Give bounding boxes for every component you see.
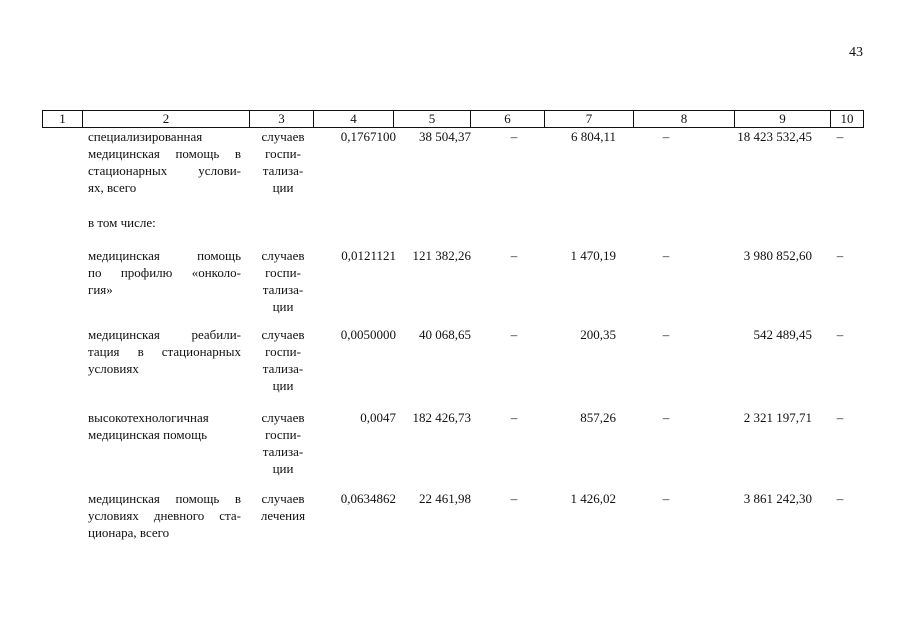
row-description: [88, 326, 241, 377]
row-description: в том числе:: [88, 215, 156, 230]
description-line: медицинская помощь в: [88, 146, 241, 161]
row-description: [88, 128, 241, 196]
cell-col8: –: [662, 491, 670, 506]
unit-line: случаев: [261, 410, 305, 425]
unit-line: госпи-: [265, 146, 301, 161]
row-description: [88, 409, 241, 443]
description-line: медицинская помощь: [88, 427, 208, 442]
column-number: 7: [545, 111, 634, 128]
unit-line: ции: [272, 461, 294, 476]
cell-col8: –: [662, 327, 670, 342]
cell-norm: 0,0121121: [341, 248, 396, 263]
row-description: [88, 247, 241, 298]
cell-col10: –: [836, 129, 844, 144]
unit-line: тализа-: [262, 282, 304, 297]
unit-line: госпи-: [265, 427, 301, 442]
column-number: 4: [314, 111, 394, 128]
unit-line: ции: [272, 378, 294, 393]
cell-norm: 0,0050000: [340, 327, 396, 342]
cell-norm: 0,0634862: [340, 491, 396, 506]
cell-cost: 121 382,26: [412, 248, 471, 263]
page-number: 43: [849, 45, 863, 60]
cell-col7: 1 426,02: [570, 491, 616, 506]
cell-col8: –: [662, 129, 670, 144]
cell-col6: –: [510, 129, 518, 144]
column-number: 8: [634, 111, 735, 128]
cell-norm: 0,0047: [360, 410, 396, 425]
description-line: медицинская помощь: [88, 248, 241, 263]
row-unit: [249, 326, 317, 394]
description-line: по профилю «онколо-: [88, 265, 241, 280]
cell-col9: 18 423 532,45: [737, 129, 812, 144]
column-number: 6: [471, 111, 545, 128]
cell-col7: 6 804,11: [570, 129, 616, 144]
description-line: условиях дневного ста-: [88, 508, 241, 523]
cell-col9: 3 861 242,30: [743, 491, 812, 506]
cell-col10: –: [836, 248, 844, 263]
row-unit: [249, 247, 317, 315]
row-description: [88, 490, 241, 541]
cell-col10: –: [836, 410, 844, 425]
description-line: ях, всего: [88, 180, 137, 195]
cell-col6: –: [510, 327, 518, 342]
description-line: специализированная: [88, 129, 203, 144]
description-line: стационарных услови-: [88, 163, 241, 178]
cell-cost: 182 426,73: [412, 410, 471, 425]
column-number: 1: [43, 111, 83, 128]
cell-col9: 2 321 197,71: [743, 410, 812, 425]
description-line: высокотехнологичная: [88, 410, 209, 425]
column-number: 9: [735, 111, 831, 128]
cell-norm: 0,1767100: [340, 129, 396, 144]
cell-col6: –: [510, 491, 518, 506]
cell-col7: 1 470,19: [570, 248, 616, 263]
cell-col9: 542 489,45: [753, 327, 812, 342]
cell-col10: –: [836, 327, 844, 342]
column-number: 2: [83, 111, 250, 128]
unit-line: тализа-: [262, 444, 304, 459]
description-line: ционара, всего: [88, 525, 170, 540]
cell-col6: –: [510, 248, 518, 263]
unit-line: случаев: [261, 327, 305, 342]
cell-col10: –: [836, 491, 844, 506]
unit-line: лечения: [260, 508, 306, 523]
column-number: 5: [394, 111, 471, 128]
unit-line: случаев: [261, 129, 305, 144]
description-line: гия»: [88, 282, 113, 297]
row-unit: [249, 490, 317, 524]
cell-cost: 38 504,37: [419, 129, 471, 144]
row-unit: [249, 409, 317, 477]
cell-col6: –: [510, 410, 518, 425]
cell-col9: 3 980 852,60: [743, 248, 812, 263]
unit-line: случаев: [261, 491, 305, 506]
cell-col8: –: [662, 248, 670, 263]
description-line: медицинская помощь в: [88, 491, 241, 506]
unit-line: госпи-: [265, 265, 301, 280]
unit-line: ции: [272, 180, 294, 195]
unit-line: госпи-: [265, 344, 301, 359]
unit-line: ции: [272, 299, 294, 314]
cell-col8: –: [662, 410, 670, 425]
description-line: условиях: [88, 361, 139, 376]
unit-line: случаев: [261, 248, 305, 263]
description-line: тация в стационарных: [88, 344, 241, 359]
cell-cost: 22 461,98: [419, 491, 471, 506]
cell-col7: 200,35: [580, 327, 616, 342]
unit-line: тализа-: [262, 163, 304, 178]
unit-line: тализа-: [262, 361, 304, 376]
cell-cost: 40 068,65: [419, 327, 471, 342]
row-unit: [249, 128, 317, 196]
column-number-header: [42, 110, 864, 128]
cell-col7: 857,26: [580, 410, 616, 425]
description-line: медицинская реабили-: [88, 327, 241, 342]
column-number: 3: [250, 111, 314, 128]
column-number: 10: [831, 111, 864, 128]
